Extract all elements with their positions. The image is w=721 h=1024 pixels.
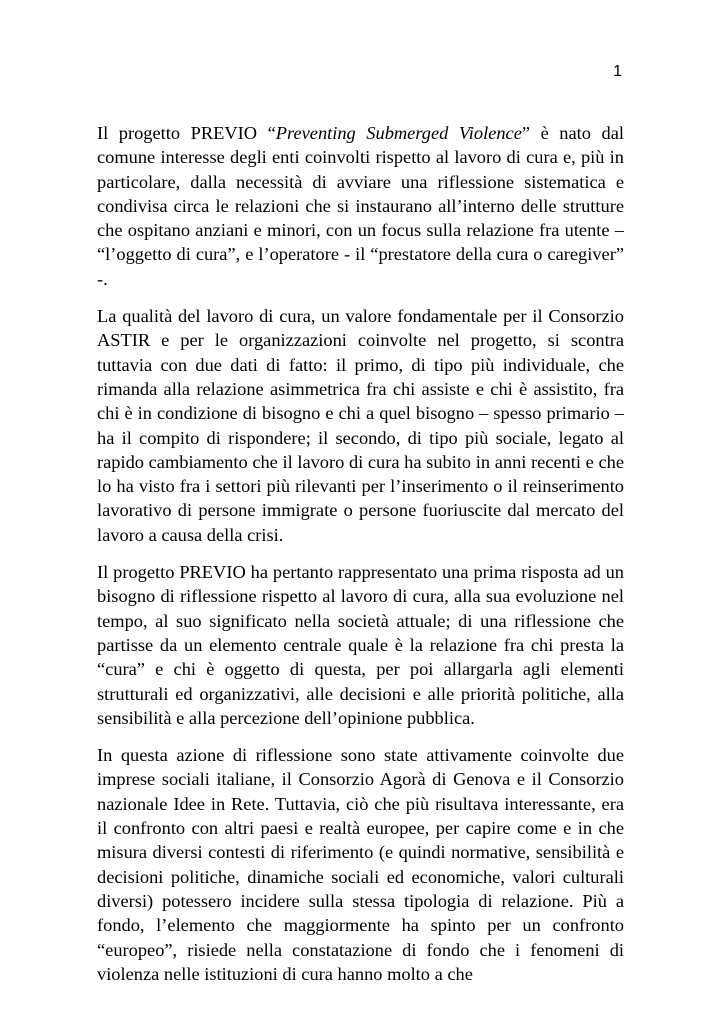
paragraph-intro-prefix: Il progetto PREVIO “ xyxy=(97,123,276,143)
project-title-emphasis: Preventing Submerged Violence xyxy=(275,123,522,143)
paragraph-intro-suffix: ” è nato dal comune interesse degli enti coinvolti rispetto al lavoro di cura e, più in particolare, dalla necessità di avviare una riflessione sistematica e condivisa circa le relazioni che si instaurano all’interno delle strutture che ospitano anziani e minori, con un focus sulla relazione fra utente – “l’oggetto di cura”, e l’operatore - il “prestatore della cura o caregiver” -. xyxy=(97,123,624,289)
paragraph-project-response: Il progetto PREVIO ha pertanto rappresentato una prima risposta ad un bisogno di riflessione rispetto al lavoro di cura, alla sua evoluzione nel tempo, al suo significato nella società attuale; di una riflessione che partisse da un elemento centrale quale è la relazione fra chi presta la “cura” e chi è oggetto di questa, per poi allargarla agli elementi strutturali ed organizzativi, alle decisioni e alle priorità politiche, alla sensibilità e alla percezione dell’opinione pubblica. xyxy=(97,562,624,728)
paragraph-care-quality: La qualità del lavoro di cura, un valore fondamentale per il Consorzio ASTIR e per le organizzazioni coinvolte nel progetto, si scontra tuttavia con due dati di fatto: il primo, di tipo più individuale, che rimanda alla relazione asimmetrica fra chi assiste e chi è assistito, fra chi è in condizione di bisogno e chi a quel bisogno – spesso primario – ha il compito di rispondere; il secondo, di tipo più sociale, legato al rapido cambiamento che il lavoro di cura ha subito in anni recenti e che lo ha visto fra i settori più rilevanti per l’inserimento o il reinserimento lavorativo di persone immigrate o persone fuoriuscite dal mercato del lavoro a causa della crisi. xyxy=(97,306,624,545)
page-number: 1 xyxy=(613,63,622,80)
document-body xyxy=(97,121,624,999)
paragraph-intro xyxy=(97,121,624,291)
paragraph-reflection: In questa azione di riflessione sono state attivamente coinvolte due imprese sociali italiane, il Consorzio Agorà di Genova e il Consorzio nazionale Idee in Rete. Tuttavia, ciò che più risultava interessante, era il confronto con altri paesi e realtà europee, per capire come e in che misura diversi contesti di riferimento (e quindi normative, sensibilità e decisioni politiche, dinamiche sociali ed economiche, valori culturali diversi) potessero incidere sulla stessa tipologia di relazione. Più a fondo, l’elemento che maggiormente ha spinto per un confronto “europeo”, risiede nella constatazione di fondo che i fenomeni di violenza nelle istituzioni di cura hanno molto a che xyxy=(97,745,624,984)
